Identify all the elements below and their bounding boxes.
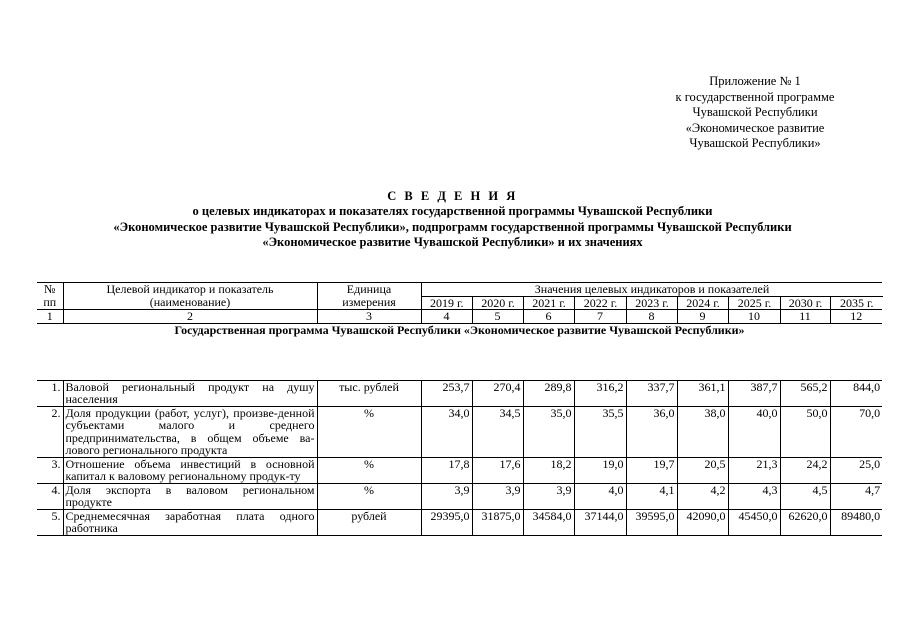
row-unit: рублей [317,509,421,535]
row-indicator: Отношение объема инвестиций в основной капитал к валовому региональному продук-ту [63,457,317,483]
column-number: 10 [728,310,780,324]
row-value: 4,2 [677,483,728,509]
row-value: 4,0 [574,483,626,509]
header-no-line2: пп [43,294,57,309]
row-value: 270,4 [472,380,523,406]
row-value: 17,8 [421,457,472,483]
header-no [37,283,63,310]
column-number: 3 [317,310,421,324]
document-heading [0,189,905,250]
row-value: 89480,0 [830,509,882,535]
section-row [37,323,882,380]
values-header: Значения целевых индикаторов и показателей [422,283,883,296]
header-name-line2: (наименование) [149,294,231,309]
row-value: 3,9 [523,483,574,509]
row-value: 4,7 [830,483,882,509]
appendix-line: к государственной программе [675,89,835,104]
row-indicator: Доля продукции (работ, услуг), произве-денной субъектами малого и среднего предпринимательства, в общем объеме ва-лового регионального продукта [63,406,317,457]
row-value: 38,0 [677,406,728,457]
row-value: 29395,0 [421,509,472,535]
row-value: 19,0 [574,457,626,483]
row-value: 42090,0 [677,509,728,535]
row-value: 20,5 [677,457,728,483]
row-value: 31875,0 [472,509,523,535]
header-unit-line1: Единица [346,282,392,296]
column-number: 7 [574,310,626,324]
row-value: 4,5 [780,483,830,509]
appendix-line: Чувашской Республики» [689,136,821,150]
table-row [37,483,882,509]
column-number: 5 [472,310,523,324]
year-header: 2020 г. [473,296,524,309]
row-value: 45450,0 [728,509,780,535]
table-row [37,380,882,406]
header-unit [317,283,421,310]
row-value: 39595,0 [626,509,677,535]
row-value: 35,5 [574,406,626,457]
column-number: 4 [421,310,472,324]
appendix-line: Чувашской Республики [692,105,818,119]
row-value: 62620,0 [780,509,830,535]
column-number: 11 [780,310,830,324]
table-row [37,406,882,457]
column-number: 6 [523,310,574,324]
row-value: 316,2 [574,380,626,406]
row-unit: % [317,457,421,483]
row-value: 17,6 [472,457,523,483]
header-unit-line2: измерения [342,294,396,309]
row-value: 35,0 [523,406,574,457]
header-row [37,283,882,310]
year-header: 2023 г. [627,296,678,309]
row-number: 2. [37,406,63,457]
row-value: 3,9 [472,483,523,509]
row-value: 40,0 [728,406,780,457]
year-header: 2025 г. [729,296,781,309]
row-value: 34,5 [472,406,523,457]
row-value: 289,8 [523,380,574,406]
row-value: 25,0 [830,457,882,483]
row-indicator: Валовой региональный продукт на душу населения [63,380,317,406]
row-value: 387,7 [728,380,780,406]
table-row [37,457,882,483]
row-value: 18,2 [523,457,574,483]
column-number: 1 [37,310,63,324]
header-name-line1: Целевой индикатор и показатель [106,282,274,296]
row-value: 34,0 [421,406,472,457]
heading-line: о целевых индикаторах и показателях государственной программы Чувашской Республики [192,204,713,219]
year-header: 2019 г. [422,296,473,309]
row-number: 3. [37,457,63,483]
row-value: 253,7 [421,380,472,406]
row-value: 337,7 [626,380,677,406]
row-value: 34584,0 [523,509,574,535]
column-number: 9 [677,310,728,324]
appendix-block [640,74,870,152]
column-number: 12 [830,310,882,324]
indicators-table [37,282,882,536]
heading-line: «Экономическое развитие Чувашской Республики» и их значениях [262,234,643,249]
row-unit: % [317,483,421,509]
row-number: 5. [37,509,63,535]
year-header: 2030 г. [781,296,831,309]
row-number: 1. [37,380,63,406]
row-indicator: Среднемесячная заработная плата одного работника [63,509,317,535]
row-value: 3,9 [421,483,472,509]
row-value: 361,1 [677,380,728,406]
header-name [63,283,317,310]
appendix-line: «Экономическое развитие [685,120,825,135]
header-no-line1: № [44,282,56,296]
year-header: 2021 г. [524,296,575,309]
row-number: 4. [37,483,63,509]
heading-line: «Экономическое развитие Чувашской Республики», подпрограмм государственной программы Чувашской Республики [113,219,792,234]
row-unit: тыс. рублей [317,380,421,406]
row-indicator: Доля экспорта в валовом региональном продукте [63,483,317,509]
year-header: 2022 г. [575,296,627,309]
row-value: 21,3 [728,457,780,483]
row-value: 50,0 [780,406,830,457]
header-values [421,283,882,310]
row-value: 4,3 [728,483,780,509]
column-number: 8 [626,310,677,324]
row-unit: % [317,406,421,457]
row-value: 37144,0 [574,509,626,535]
table-row [37,509,882,535]
column-numbers-row [37,310,882,324]
document-title: С В Е Д Е Н И Я [387,189,518,203]
year-header: 2024 г. [678,296,729,309]
row-value: 70,0 [830,406,882,457]
row-value: 36,0 [626,406,677,457]
row-value: 565,2 [780,380,830,406]
section-title: Государственная программа Чувашской Республики «Экономическое развитие Чувашской Республики» [37,323,882,380]
appendix-line: Приложение № 1 [709,74,801,88]
year-header: 2035 г. [839,295,874,310]
row-value: 24,2 [780,457,830,483]
row-value: 4,1 [626,483,677,509]
row-value: 19,7 [626,457,677,483]
row-value: 844,0 [830,380,882,406]
column-number: 2 [63,310,317,324]
